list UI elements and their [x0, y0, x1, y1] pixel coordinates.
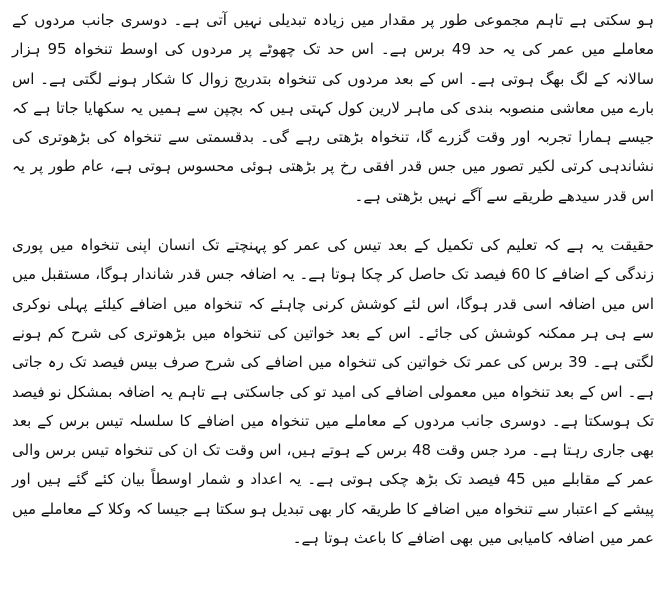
paragraph-1-line-5: پر بڑھتی ہوئی محسوس ہوتی ہے، عام طور پر یہ اس قدر سیدھے طریقے سے آگے نہیں بڑھتی ہے۔ [12, 157, 654, 205]
paragraph-1-line-3: کا شکار ہونے لگتی ہے۔ اس بارے میں معاشی منصوبہ بندی کی ماہر لارین کول کہتی ہیں کہ بچپن سے ہمیں یہ سکھایا جاتا ہے کہ جیسے [12, 69, 654, 147]
paragraph-1 [12, 6, 654, 211]
paragraph-2 [12, 231, 654, 553]
paragraph-2-line-8: طریقہ کار بھی تبدیل ہو سکتا ہے جیسا کہ وکلا کے معاملے میں عمر میں اضافہ کامیابی میں بھی اضافے کا باعث ہوتا ہے۔ [12, 499, 654, 548]
paragraph-1-line-1: ہو سکتی ہے تاہم مجموعی طور پر مقدار میں زیادہ تبدیلی نہیں آتی ہے۔ دوسری جانب مردوں کے معاملے میں عمر کی یہ حد 49 برس [12, 11, 655, 59]
paragraph-1-line-2: ہے۔ اس حد تک چھوٹے پر مردوں کی اوسط تنخواہ 95 ہزار سالانہ کے لگ بھگ ہوتی ہے۔ اس کے بعد مردوں کی تنخواہ بتدریج زوال [12, 40, 655, 88]
paragraph-2-line-7: کے مقابلے میں 45 فیصد تک بڑھ چکی ہوتی ہے۔ یہ اعداد و شمار اوسطاً بیان کئے گئے ہیں اور پیشے کے اعتبار سے تنخواہ میں اضافے کا [12, 470, 654, 518]
paragraph-2-line-6: کا سلسلہ تیس برس کے بعد بھی جاری رہتا ہے۔ مرد جس وقت 48 برس کے ہوتے ہیں، اس وقت تک ان کی تنخواہ تیس برس والی عمر [12, 411, 654, 489]
paragraph-2-line-1: حقیقت یہ ہے کہ تعلیم کی تکمیل کے بعد تیس کی عمر کو پہنچتے تک انسان اپنی تنخواہ میں پوری زندگی کے اضافے کا 60 فیصد تک حاصل [12, 236, 655, 284]
paragraph-1-line-4: ہمارا تجربہ اور وقت گزرے گا، تنخواہ بڑھتی رہے گی۔ بدقسمتی سے تنخواہ کی بڑھوتری کی نشاندہی کرتی لکیر تصور میں جس قدر افقی رخ [12, 128, 654, 176]
paragraph-2-line-2: کر چکا ہوتا ہے۔ یہ اضافہ جس قدر شاندار ہوگا، مستقبل میں اس میں اضافہ اسی قدر ہوگا، اس لئے کوشش کرنی چاہئے کہ تنخواہ میں [12, 265, 655, 313]
paragraph-2-line-5: اضافے کی امید تو کی جاسکتی ہے تاہم یہ اضافہ بمشکل نو فیصد تک ہوسکتا ہے۔ دوسری جانب مردوں کے معاملے میں تنخواہ میں اضافے [12, 382, 654, 430]
paragraph-2-line-3: اضافے کیلئے پہلی نوکری سے ہی ہر ممکنہ کوشش کی جائے۔ اس کے بعد خواتین کی تنخواہ میں بڑھوتری کی شرح کم ہونے لگتی [12, 294, 654, 372]
paragraph-2-line-4: ہے۔ 39 برس کی عمر تک خواتین کی تنخواہ میں اضافے کی شرح صرف بیس فیصد تک رہ جاتی ہے۔ اس کے بعد تنخواہ میں معمولی [12, 353, 654, 401]
